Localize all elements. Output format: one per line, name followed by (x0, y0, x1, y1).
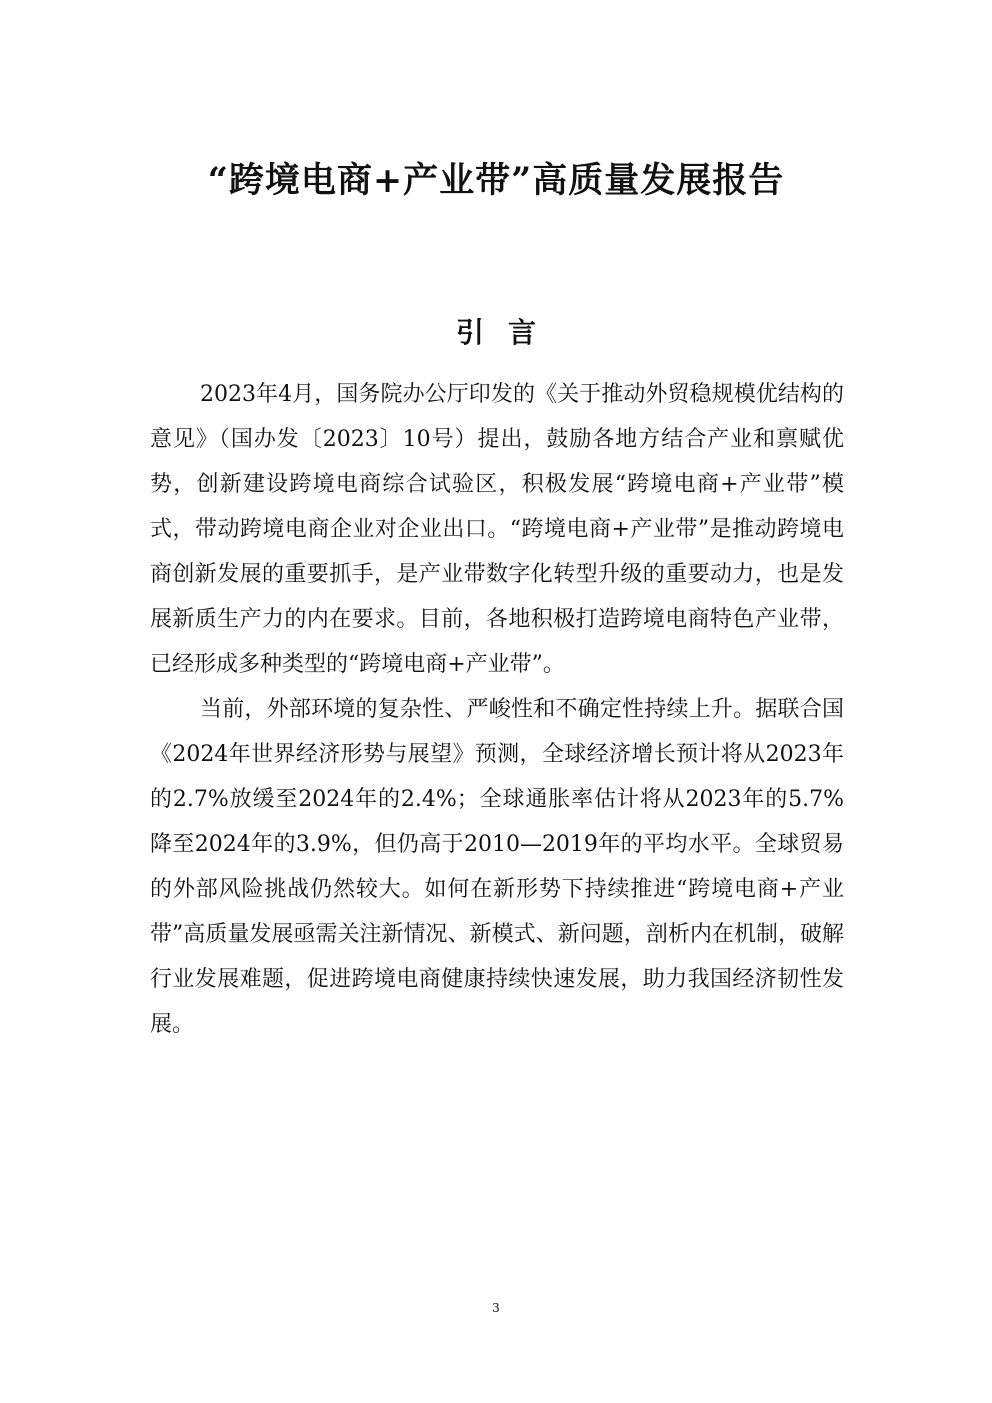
paragraph-2: 当前，外部环境的复杂性、严峻性和不确定性持续上升。据联合国《2024年世界经济形势与展望》预测，全球经济增长预计将从2023年的2.7%放缓至2024年的2.4%；全球通胀率估计将从2023年的5.7%降至2024年的3.9%，但仍高于2010—2019年的平均水平。全球贸易的外部风险挑战仍然较大。如何在新形势下持续推进“跨境电商+产业带”高质量发展亟需关注新情况、新模式、新问题，剖析内在机制，破解行业发展难题，促进跨境电商健康持续快速发展，助力我国经济韧性发展。 (150, 697, 844, 1037)
section-heading: 引言 (455, 316, 560, 350)
paragraph-1: 2023年4月，国务院办公厅印发的《关于推动外贸稳规模优结构的意见》（国办发〔2023〕10号）提出，鼓励各地方结合产业和禀赋优势，创新建设跨境电商综合试验区，积极发展“跨境电商+产业带”模式，带动跨境电商企业对企业出口。“跨境电商+产业带”是推动跨境电商创新发展的重要抓手，是产业带数字化转型升级的重要动力，也是发展新质生产力的内在要求。目前，各地积极打造跨境电商特色产业带，已经形成多种类型的“跨境电商+产业带”。 (150, 382, 844, 677)
document-title: “跨境电商+产业带”高质量发展报告 (207, 160, 785, 202)
body-text (150, 372, 844, 1047)
page-number: 3 (492, 1301, 500, 1315)
